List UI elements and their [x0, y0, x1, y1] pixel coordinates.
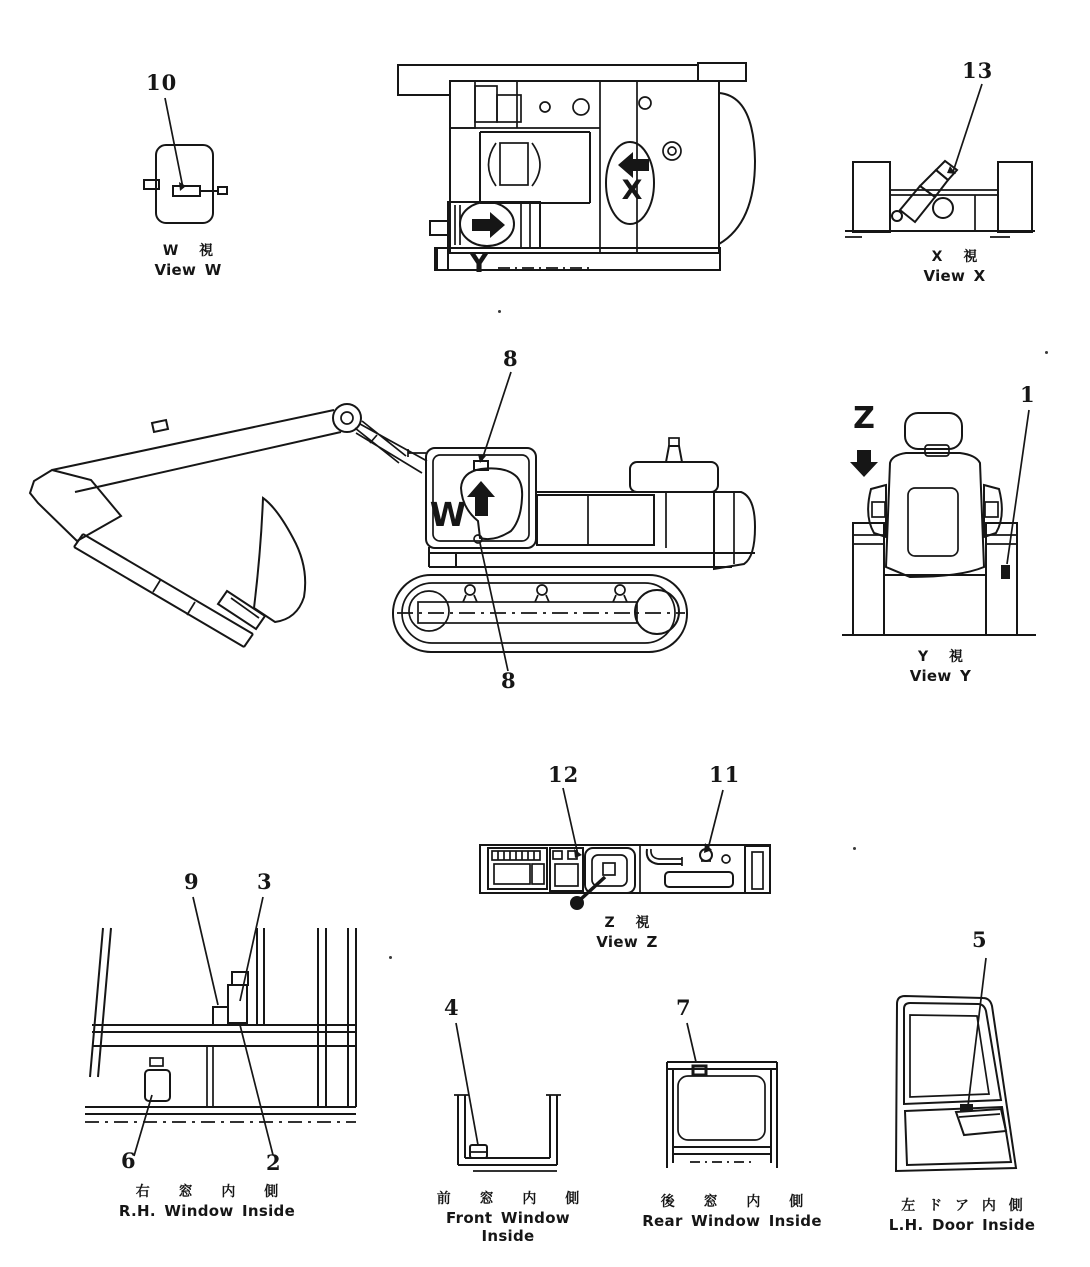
roller-stems [463, 595, 627, 602]
frame-details [454, 1095, 561, 1171]
pin-tip [218, 187, 227, 194]
roller [537, 585, 547, 595]
roller [465, 585, 475, 595]
up-arrow-icon [467, 481, 495, 516]
lh-door-caption-jp: 左 ド ア 内 側 [901, 1198, 1023, 1214]
console-lines [853, 535, 884, 544]
lever-boot [592, 855, 627, 886]
leader-line [968, 958, 986, 1106]
marker-x: X [621, 175, 643, 206]
marking-plate [213, 1007, 228, 1025]
callout-6: 6 [121, 1148, 137, 1173]
door-pocket [956, 1109, 1006, 1135]
end-slot [752, 852, 763, 889]
right-arrow-icon [472, 212, 505, 238]
view-y-caption [868, 649, 1013, 685]
side-view-drawing [25, 346, 770, 700]
left-block [853, 162, 890, 232]
side-lug [430, 221, 448, 235]
marking-plate [693, 1066, 706, 1075]
rh-window-drawing [80, 865, 370, 1177]
lh-door-drawing [888, 927, 1036, 1182]
side-lug [437, 248, 448, 270]
marker-y: Y [469, 248, 489, 279]
end-panel [745, 846, 770, 893]
sprocket [635, 590, 679, 634]
rear-window-drawing [660, 995, 795, 1180]
callout-12: 12 [548, 762, 580, 787]
rear-window-figure [660, 995, 795, 1180]
front-window-caption-en: Front Window Inside [446, 1208, 570, 1246]
engine-hood [630, 462, 718, 492]
view-x-caption-en: View X [923, 266, 986, 285]
headrest [905, 413, 962, 449]
view-z-caption [553, 915, 701, 951]
callout-4: 4 [444, 995, 460, 1020]
monitor-screen [494, 864, 530, 884]
top-view-figure [393, 55, 773, 295]
side-view-figure [25, 346, 770, 700]
leader-line [456, 1023, 478, 1145]
pillar-right [318, 928, 356, 1107]
idler [409, 591, 449, 631]
front-window-caption [418, 1191, 598, 1246]
leader-line [953, 84, 982, 172]
scan-dot [389, 956, 392, 959]
right-block [998, 162, 1032, 232]
leader-line [165, 98, 183, 188]
switch-plate [555, 864, 578, 886]
marking-plate [173, 186, 200, 196]
lh-door-figure [888, 927, 1036, 1182]
bottom-rail [673, 1147, 771, 1154]
deck-hole [639, 97, 651, 109]
lever-knob [570, 896, 584, 910]
pivot-boss [933, 198, 953, 218]
lh-door-caption [882, 1198, 1042, 1234]
marker-z: Z [853, 401, 875, 436]
lower-rail [85, 1107, 356, 1114]
view-z-caption-en: View Z [596, 932, 658, 951]
rh-window-caption-jp: 右 窓 内 側 [135, 1184, 279, 1200]
callout-11: 11 [709, 762, 741, 787]
view-x-caption [882, 249, 1027, 285]
monitor-side [532, 864, 544, 884]
deck-panel [450, 81, 475, 128]
view-x-caption-jp: X 視 [931, 249, 978, 265]
front-window-caption-jp: 前 窓 内 側 [436, 1191, 580, 1207]
front-window-drawing [428, 995, 573, 1180]
bucket-shell [254, 498, 305, 622]
window-frame [458, 1095, 557, 1165]
console-outline [480, 845, 770, 893]
callout-3: 3 [257, 869, 273, 894]
leader-line [708, 790, 723, 849]
view-w-caption-jp: W 視 [162, 243, 214, 259]
arm-pivot-pin [341, 412, 353, 424]
pillar-left [90, 928, 111, 1077]
exhaust [666, 446, 682, 462]
boom-mount [480, 132, 590, 203]
callout-8-top: 8 [503, 346, 519, 371]
callout-1: 1 [1020, 382, 1036, 407]
callout-13: 13 [962, 58, 994, 83]
bar-right [698, 63, 746, 81]
scan-dot [1045, 351, 1048, 354]
deck-hole [540, 102, 550, 112]
deck-panel [475, 86, 497, 122]
plate-cap [150, 1058, 163, 1066]
console-left [853, 523, 884, 635]
callout-9: 9 [184, 869, 200, 894]
callout-2: 2 [266, 1150, 282, 1175]
pin-boss [892, 211, 902, 221]
boom-clamp [152, 420, 168, 432]
callout-10: 10 [146, 70, 178, 95]
boom-mount-center [500, 143, 528, 185]
boom-beams [52, 410, 341, 492]
down-arrow-icon [850, 450, 878, 477]
leader-line [193, 897, 218, 1005]
rh-window-caption-en: R.H. Window Inside [118, 1201, 296, 1220]
deck-panels [537, 495, 654, 545]
rear-window-caption-jp: 後 窓 内 側 [660, 1194, 804, 1210]
leader-line [134, 1095, 152, 1156]
view-w-caption [118, 243, 258, 279]
lower-divider [207, 1046, 213, 1107]
monitor-panel [488, 848, 547, 889]
small-knob [722, 855, 730, 863]
console-lines [986, 535, 1017, 544]
headrest-mount [925, 445, 949, 456]
view-z-caption-jp: Z 視 [604, 915, 650, 931]
backrest-panel [908, 488, 958, 556]
boom-mount-brackets [489, 143, 541, 186]
glass-outline [678, 1076, 765, 1140]
cylinder-body [900, 186, 935, 222]
cylinder-rod [920, 170, 948, 197]
scan-dot [853, 847, 856, 850]
deck-hole [663, 142, 681, 160]
top-view-drawing [393, 55, 773, 295]
window-sill [92, 1025, 356, 1046]
deck-hole [573, 99, 589, 115]
leader-line [687, 1023, 696, 1062]
rh-window-caption [102, 1184, 312, 1220]
leader-line [482, 372, 511, 460]
callout-7: 7 [676, 995, 692, 1020]
rear-window-caption-en: Rear Window Inside [642, 1211, 822, 1230]
platform [890, 190, 998, 231]
lh-door-caption-en: L.H. Door Inside [888, 1215, 1036, 1234]
rh-window-figure [80, 865, 370, 1177]
deck-hole [668, 147, 676, 155]
view-y-caption-en: View Y [909, 666, 972, 685]
armrest-pad [665, 872, 733, 887]
roller [615, 585, 625, 595]
callout-5: 5 [972, 927, 988, 952]
marking-plate [1001, 565, 1010, 579]
button-ticks [498, 851, 534, 860]
swing-frame [429, 547, 755, 567]
body-cap [719, 93, 755, 244]
exhaust-cap [669, 438, 679, 446]
switch [553, 851, 562, 859]
view-w-balloon [461, 468, 522, 539]
backrest [886, 453, 984, 577]
pocket-line [959, 1114, 1000, 1117]
bracket-outline [156, 145, 213, 223]
front-window-figure [428, 995, 573, 1180]
marker-w: W [429, 495, 467, 534]
marking-plate [960, 1104, 973, 1111]
view-w-caption-en: View W [154, 260, 222, 279]
leader-line [240, 1025, 273, 1155]
rear-window-caption [642, 1194, 822, 1230]
view-y-caption-jp: Y 視 [917, 649, 963, 665]
scan-dot [498, 310, 501, 313]
armrest-detail [985, 502, 998, 517]
seat-base [884, 575, 986, 635]
bucket-tip [30, 470, 121, 541]
callout-8-bottom: 8 [501, 668, 517, 693]
marking-plate [228, 985, 247, 1023]
window-divider [257, 928, 264, 1025]
armrest-detail [872, 502, 885, 517]
door-window [904, 1003, 1001, 1104]
arm-pivot [333, 404, 361, 432]
marking-plate [145, 1070, 170, 1101]
lever-base [603, 863, 615, 875]
